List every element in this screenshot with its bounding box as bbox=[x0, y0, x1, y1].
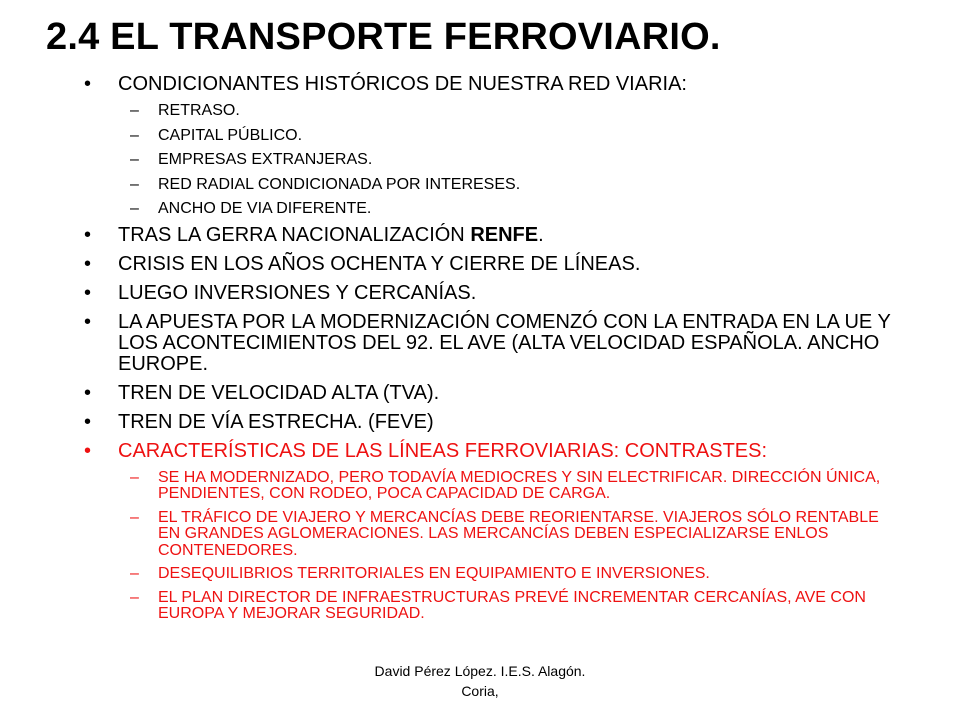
dash-icon: – bbox=[130, 508, 139, 526]
bullet-text: LA APUESTA POR LA MODERNIZACIÓN COMENZÓ CON LA ENTRADA EN LA UE Y LOS ACONTECIMIENTOS DEL 92. EL AVE (ALTA VELOCIDAD ESPAÑOLA. ANCHO EUROPE. bbox=[118, 310, 891, 375]
dash-icon: – bbox=[130, 200, 139, 217]
sub-item-highlight bbox=[80, 470, 950, 503]
bullet-icon: • bbox=[84, 381, 92, 404]
bullet-text: TREN DE VELOCIDAD ALTA (TVA). bbox=[118, 381, 440, 404]
dash-icon: – bbox=[130, 175, 139, 193]
slide-footer bbox=[330, 661, 630, 701]
dash-icon: – bbox=[130, 102, 139, 119]
sub-item-highlight bbox=[80, 510, 950, 560]
bullet-bold-text: RENFE bbox=[470, 223, 539, 246]
bullet-icon: • bbox=[84, 410, 92, 433]
dash-icon: – bbox=[130, 468, 139, 486]
bullet-item bbox=[80, 383, 950, 404]
dash-icon: – bbox=[130, 151, 139, 168]
sub-item bbox=[80, 201, 950, 218]
bullet-text: TREN DE VÍA ESTRECHA. (FEVE) bbox=[118, 410, 434, 433]
dash-icon: – bbox=[130, 588, 139, 606]
slide-title: 2.4 EL TRANSPORTE FERROVIARIO. bbox=[46, 16, 721, 58]
bullet-icon: • bbox=[84, 73, 92, 95]
slide-content bbox=[80, 74, 950, 623]
sub-item-text: EL PLAN DIRECTOR DE INFRAESTRUCTURAS PREVÉ INCREMENTAR CERCANÍAS, AVE CON EUROPA Y MEJORAR SEGURIDAD. bbox=[158, 588, 866, 622]
bullet-item bbox=[80, 225, 950, 246]
sub-item-text: EMPRESAS EXTRANJERAS. bbox=[158, 151, 373, 168]
bullet-item-highlight bbox=[80, 441, 950, 462]
dash-icon: – bbox=[130, 565, 139, 582]
bullet-text: CRISIS EN LOS AÑOS OCHENTA Y CIERRE DE LÍNEAS. bbox=[118, 252, 641, 275]
bullet-text-end: . bbox=[538, 223, 544, 246]
bullet-icon: • bbox=[84, 223, 92, 246]
bullet-icon: • bbox=[84, 252, 92, 275]
bullet-text: CARACTERÍSTICAS DE LAS LÍNEAS FERROVIARIAS: CONTRASTES: bbox=[118, 439, 768, 462]
bullet-icon: • bbox=[84, 439, 92, 462]
footer-author: David Pérez López. I.E.S. Alagón. bbox=[374, 663, 586, 679]
sub-item-text: SE HA MODERNIZADO, PERO TODAVÍA MEDIOCRES Y SIN ELECTRIFICAR. DIRECCIÓN ÚNICA, PENDIENTES, CON RODEO, POCA CAPACIDAD DE CARGA. bbox=[158, 468, 881, 502]
bullet-item bbox=[80, 74, 950, 95]
sub-item bbox=[80, 128, 950, 145]
bullet-text: TRAS LA GERRA NACIONALIZACIÓN bbox=[118, 223, 471, 246]
sub-item-text: EL TRÁFICO DE VIAJERO Y MERCANCÍAS DEBE REORIENTARSE. VIAJEROS SÓLO RENTABLE EN GRANDES AGLOMERACIONES. LAS MERCANCÍAS DEBEN ESPECIALIZARSE ENLOS CONTENEDORES. bbox=[158, 508, 879, 559]
bullet-item bbox=[80, 283, 950, 304]
sub-item-highlight bbox=[80, 566, 950, 583]
sub-item-highlight bbox=[80, 590, 950, 623]
sub-item-text: CAPITAL PÚBLICO. bbox=[158, 126, 303, 144]
bullet-icon: • bbox=[84, 310, 92, 333]
sub-item-text: RED RADIAL CONDICIONADA POR INTERESES. bbox=[158, 175, 521, 193]
bullet-text: CONDICIONANTES HISTÓRICOS DE NUESTRA RED VIARIA: bbox=[118, 73, 687, 95]
bullet-icon: • bbox=[84, 281, 92, 304]
sub-item bbox=[80, 103, 950, 120]
dash-icon: – bbox=[130, 126, 139, 144]
bullet-item bbox=[80, 254, 950, 275]
bullet-item bbox=[80, 412, 950, 433]
footer-location: Coria, bbox=[461, 683, 499, 699]
sub-item-text: ANCHO DE VIA DIFERENTE. bbox=[158, 200, 372, 217]
sub-item-text: RETRASO. bbox=[158, 102, 240, 119]
sub-item bbox=[80, 177, 950, 194]
bullet-item bbox=[80, 312, 950, 375]
sub-item-text: DESEQUILIBRIOS TERRITORIALES EN EQUIPAMIENTO E INVERSIONES. bbox=[158, 565, 710, 582]
bullet-text: LUEGO INVERSIONES Y CERCANÍAS. bbox=[118, 281, 477, 304]
sub-item bbox=[80, 152, 950, 169]
